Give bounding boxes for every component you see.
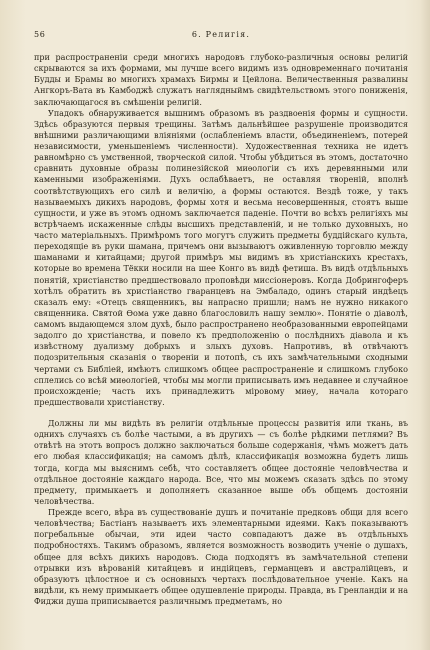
page-number: 56 — [34, 30, 46, 39]
paragraph-1: при распространеніи среди многихъ народовъ глубоко-различныя основы религій скрываются за ихъ формами, мы лучше всего видимъ изъ одновременнаго почитанія Будды и Брамы во многихъ храмахъ Бирмы и Цейлона. Величественныя развалины Ангкоръ-Вата въ Камбоджѣ служатъ наглядныймъ свидѣтельствомъ этого пониженія, заключающагося въ смѣшеніи религій. — [34, 53, 408, 107]
page-header — [34, 30, 408, 44]
page-edge-shadow — [420, 0, 430, 650]
running-head: 6. Религія. — [191, 30, 251, 39]
body-text — [34, 52, 408, 607]
paragraph-3: Должны ли мы видѣть въ религіи отдѣльные процессы развитія или ткань, въ однихъ случаяхъ съ болѣе частыми, а въ другихъ — съ болѣе рѣдкими петлями? Въ отвѣтѣ на этотъ вопросъ должно заключаться больше содержанія, чѣмъ можетъ дать его любая классификація; на самомъ дѣлѣ, классификація возможна будетъ лишь тогда, когда мы выяснимъ себѣ, что составляетъ общее достояніе человѣчества и отдѣльное достояніе каждаго народа. Все, что мы можемъ сказать здѣсь по этому предмету, примыкаетъ и дополняетъ сказанное выше объ общемъ достояніи человѣчества. — [34, 419, 408, 506]
paragraph-gap — [34, 408, 408, 418]
paragraph-2: Упадокъ обнаруживается вышнимъ образомъ въ раздвоенія формы и сущности. Здѣсь образуются первыя трещины. Затѣмъ дальнѣйшее разрушеніе производится внѣшними различающими вліяніями (ослабленіемъ власти, объединеніемъ, потерей независимости, уменьшеніемъ численности). Художественная техника не идетъ равномѣрно съ умственной, творческой силой. Чтобы убѣдиться въ этомъ, достаточно сравнить духовные образы полинезійской миѳологіи съ ихъ деревянными или каменными изображеніями. Духъ ослабѣваетъ, не оставляя твореній, вполнѣ соотвѣтствующихъ его силѣ и величію, а формы остаются. Вездѣ тоже, у такъ называемыхъ дикихъ народовъ, формы хотя и весьма несовершенныя, стоятъ выше сущности, и уже въ этомъ одномъ заключается паденіе. Почти во всѣхъ религіяхъ мы встрѣчаемъ искаженные слѣды высшихъ представленій, и не только духовныхъ, но часто матеріальныхъ. Примѣромъ того могутъ служить предметы буддійскаго культа, переходящіе въ руки шамана, причемъ они вызываютъ оживленную торговлю между шаманами и китайцами; другой примѣръ мы видимъ въ христіанскихъ крестахъ, которые во времена Тёкки носили на шее Конго въ видѣ фетиша. Въ видѣ отдѣльныхъ понятій, христіанство предшествовало проповѣди миссіонеровъ. Когда Добрингоферъ хотѣлъ обратить въ христіанство гваранцевъ на Эмбаладо, одинъ старый индѣецъ сказалъ ему: «Отецъ священникъ, вы напрасно пришли; намъ не нужно никакого священника. Святой Ѳома уже давно благословилъ нашу землю». Понятіе о діаволѣ, самомъ выдающемся злом духѣ, было распространено необразованными европейцами задолго до христіанства, и повело къ предположенію о послѣднихъ діавола и къ извѣстному дуализму добрыхъ и злыхъ духовъ. Напротивъ, вѣ отвѣчаютъ подозрительныя сказанія о твореніи и потопѣ, съ ихъ замѣчательными сходными чертами съ Библіей, имѣютъ слишкомъ общее распространеніе и слишкомъ глубоко сплелись со всѣй миѳологіей, чтобы мы могли приписывать имъ недавнее и случайное происхожденіе; часть ихъ принадлежитъ міровому миѳу, начала котораго предшествовали христіанству. — [34, 108, 408, 407]
paragraph-4: Прежде всего, вѣра въ существованіе душъ и почитаніе предковъ общи для всего человѣчества; Бастіанъ называетъ ихъ элементарными идеями. Какъ показываютъ погребальные обычаи, эти идеи часто совпадаютъ даже въ отдѣльныхъ подробностяхъ. Такимъ образомъ, является возможность возводить ученіе о душахъ, общее для всѣхъ дикихъ народовъ. Сюда подходятъ въ замѣчательной степени отрывки изъ вѣрованій китайцевъ и индійцевъ, германцевъ и австралійцевъ, и образуютъ цѣлостное и съ основныхъ чертахъ послѣдовательное ученіе. Какъ на видѣли, къ нему примыкаетъ общее одушевленіе природы. Правда, въ Гренландіи и на Фиджи душа приписывается различнымъ предметамъ, но — [34, 508, 408, 606]
